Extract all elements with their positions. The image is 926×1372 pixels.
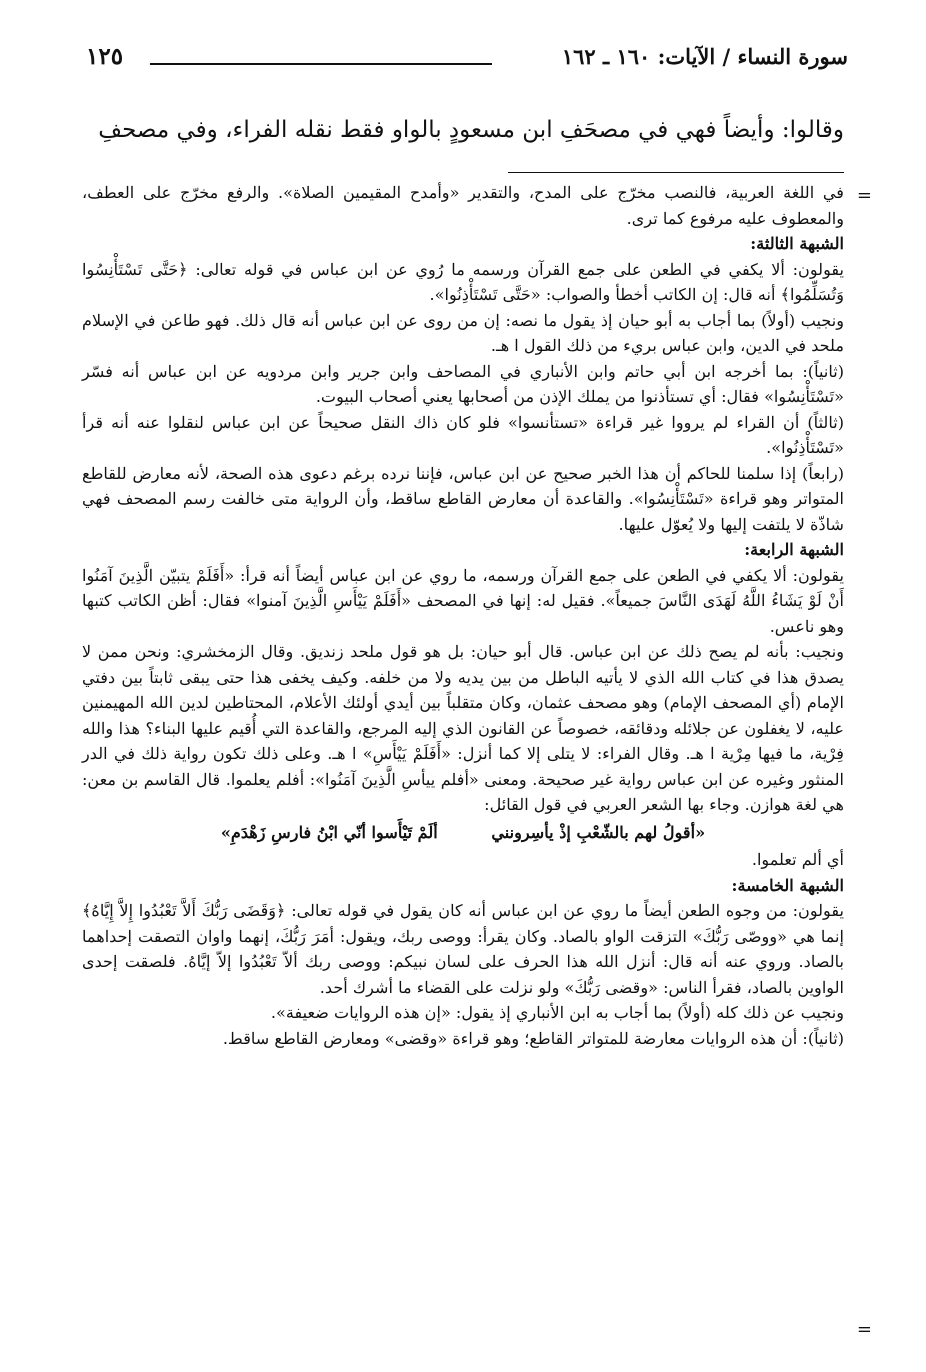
- main-text-line: وقالوا: وأيضاً فهي في مصحَفِ ابن مسعودٍ بالواو فقط نقله الفراء، وفي مصحفِ: [98, 117, 844, 143]
- footnotes-block: [82, 180, 844, 1051]
- header-rule: [150, 63, 492, 65]
- continuation-mark-bottom: =: [856, 1319, 872, 1340]
- footnote-paragraph: (ثانياً): أن هذه الروايات معارضة للمتواتر القاطع؛ وهو قراءة «وقضى» ومعارض القاطع ساقط.: [222, 1028, 844, 1048]
- footnote-paragraph: أي ألم تعلموا.: [751, 850, 844, 869]
- continuation-mark-top: =: [856, 185, 872, 206]
- poetry-verse: [82, 820, 844, 846]
- surah-title: سورة النساء / الآيات: ١٦٠ ـ ١٦٢: [561, 44, 848, 69]
- footnote-paragraph: (ثانياً): بما أخرجه ابن أبي حاتم وابن الأنباري في المصاحف وابن جرير وابن مردويه عن ابن عباس أنه فسّر «تَسْتَأْنِسُوا» فقال: أي تستأذنوا من يملك الإذن من أصحابها يعني أصحاب البيوت.: [82, 361, 844, 406]
- page-header: [86, 40, 848, 74]
- footnote-paragraph: (ثالثاً) أن القراء لم يرووا غير قراءة «تستأنسوا» فلو كان ذاك النقل صحيحاً عن ابن عباس لنقلوا عنه أنه قرأ «تَسْتَأْذِنُوا».: [82, 412, 844, 457]
- section-heading: الشبهة الرابعة:: [744, 540, 844, 559]
- verse-first-hemistich: «أقولُ لهم بالشّعْبِ إذْ يأسِرونني: [491, 822, 706, 842]
- footnote-paragraph: ونجيب عن ذلك كله (أولاً) بما أجاب به ابن الأنباري إذ يقول: «إن هذه الروايات ضعيفة».: [270, 1003, 844, 1022]
- page-number: ١٢٥: [86, 43, 124, 70]
- footnote-separator: [508, 172, 844, 173]
- footnote-paragraph: ونجيب: بأنه لم يصح ذلك عن ابن عباس. قال أبو حيان: بل هو قول ملحد زنديق. وقال الزمخشري: ونحن ممن لا يصدق هذا في كتاب الله الذي لا يأتيه الباطل من بين يديه ولا من خلفه. وكيف يخفى هذا حتى يبقى ثابتاً بين دفتي الإمام (أي المصحف الإمام) وهو مصحف عثمان، وكان متقلباً بين أيدي أولئك الأعلام، المحتاطين لدين الله المهيمنين عليه، لا يغفلون عن جلائله ودقائقه، خصوصاً عن القانون الذي إليه المرجع، والقاعدة التي أُقيم عليها البناء؟ هذا والله فِرْية، ما فيها مِرْية ا هـ. وقال الفراء: لا يتلى إلا كما أنزل: «أَفَلَمْ يَيْأَسِ» ا هـ. وعلى ذلك تكون رواية ذلك في الدر المنثور وغيره عن ابن عباس رواية غير صحيحة. ومعنى «أفلم ييأسِ الَّذِينَ آمَنُوا»: أفلم يعلموا. قال القاسم بن معن: هي لغة هوازن. وجاء بها الشعر العربي في قول القائل:: [82, 642, 844, 814]
- footnote-paragraph: يقولون: ألا يكفي في الطعن على جمع القرآن ورسمه ما رُوي عن ابن عباس في قوله تعالى: ﴿حَتَّى تَسْتَأْنِسُوا وَتُسَلِّمُوا﴾ أنه قال: إن الكاتب أخطأ والصواب: «حَتَّى تَسْتَأْذِنُوا».: [82, 259, 844, 304]
- footnote-paragraph: يقولون: من وجوه الطعن أيضاً ما روي عن ابن عباس أنه كان يقول في قوله تعالى: ﴿وَقَضَى رَبُّكَ أَلاَّ تَعْبُدُوا إِلاَّ إِيَّاهُ﴾ إنما هي «ووصّى رَبُّكَ» التزقت الواو بالصاد. وكان يقرأ: ووصى ربك، ويقول: أمَرَ رَبُّكَ، إنهما واوان التصقت إحداهما بالصاد. وروي عنه أنه قال: أنزل الله هذا الحرف على لسان نبيكم: ووصى ربك ألاّ تَعْبُدُوا إلاّ إيَّاهُ. فلصقت إحدى الواوين بالصاد، فقرأ الناس: «وقضى رَبُّكَ» ولو نزلت على القضاء ما أشرك أحد.: [82, 901, 844, 997]
- footnote-paragraph: (رابعاً) إذا سلمنا للحاكم أن هذا الخبر صحيح عن ابن عباس، فإننا نرده برغم دعوى هذه الصحة، لأنه معارض للقاطع المتواتر وهو قراءة «تَسْتَأْنِسُوا». والقاعدة أن معارض القاطع ساقط، وأن الرواية متى خالفت رسم المصحف فهي شاذّة لا يلتفت إليها ولا يُعوّل عليها.: [82, 463, 844, 534]
- footnote-paragraph: ونجيب (أولاً) بما أجاب به أبو حيان إذ يقول ما نصه: إن من روى عن ابن عباس أنه قال ذلك. فهو طاعن في الإسلام ملحد في الدين، وابن عباس بريء من ذلك القول ا هـ.: [82, 310, 845, 355]
- section-heading: الشبهة الخامسة:: [731, 875, 844, 895]
- footnote-paragraph: يقولون: ألا يكفي في الطعن على جمع القرآن ورسمه، ما روي عن ابن عباس أيضاً أنه قرأ: «أَفَلَمْ يتبيّن الَّذِينَ آمَنُوا أَنْ لَوْ يَشَاءُ اللَّهُ لَهَدَى النَّاسَ جميعاً». فقيل له: إنها في المصحف «أَفَلَمْ يَيْأَسِ الَّذِينَ آمنوا» فقال: أظن الكاتب كتبها وهو ناعس.: [82, 565, 844, 636]
- section-heading: الشبهة الثالثة:: [750, 234, 844, 253]
- verse-second-hemistich: ألَمْ تَيْأَسوا أنّي ابْنُ فارسِ زَهْدَمِ»: [220, 822, 438, 842]
- footnote-paragraph: في اللغة العربية، فالنصب مخرّج على المدح، والتقدير «وأمدح المقيمين الصلاة». والرفع مخرّج على العطف، والمعطوف عليه مرفوع كما ترى.: [82, 183, 844, 228]
